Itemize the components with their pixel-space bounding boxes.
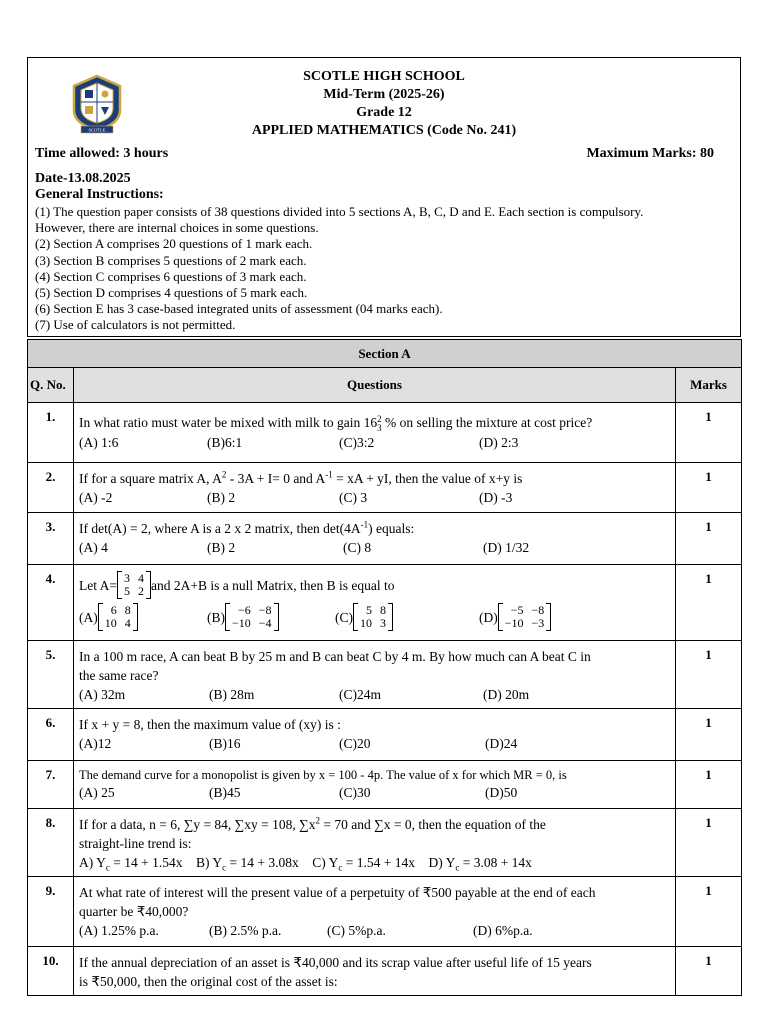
question-marks: 1 [676,877,742,947]
option: (C)24m [339,687,381,702]
question-number: 4. [28,565,74,641]
option-matrix [98,603,138,631]
superscript: -1 [360,519,369,530]
options-row [79,601,671,633]
option-text: B) Y [195,855,223,870]
option: (A) 32m [79,687,126,702]
question-line: is ₹50,000, then the original cost of the asset is: [79,974,338,989]
option: (A) 4 [79,540,108,555]
question-marks: 1 [676,709,742,761]
q2-text: If for a square matrix A, A [79,471,222,486]
option [195,855,299,873]
q3-text: If det(A) = 2, where A is a 2 x 2 matrix, then det(4A [79,521,361,536]
question-marks: 1 [676,463,742,513]
table-row [28,403,742,463]
option [312,855,415,873]
exam-name: Mid-Term (2025-26) [323,87,445,102]
q1-text: In what ratio must water be mixed with milk to gain 16 [79,415,378,430]
option-label: (D) [479,609,498,625]
school-name: SCOTLE HIGH SCHOOL [303,69,465,84]
instruction-line: (1) The question paper consists of 38 questions divided into 5 sections A, B, C, D and E. Each section is compulsory. [35,204,644,219]
matrix-cell: −8 [258,603,272,617]
q4-text: and 2A+B is a null Matrix, then B is equal to [150,577,395,593]
option [479,603,551,631]
matrix-cell: 6 [110,603,117,617]
option: (C) 3 [339,490,368,505]
matrix-cell: 8 [380,603,386,617]
q3-text: ) equals: [368,521,415,536]
option [79,855,183,873]
question-number: 3. [28,513,74,565]
table-row [28,565,742,641]
instruction-line: (2) Section A comprises 20 questions of 1 mark each. [35,236,313,252]
option-text: = 14 + 3.08x [226,855,299,870]
question-number: 6. [28,709,74,761]
question-marks: 1 [676,947,742,996]
options-row [79,921,671,940]
options-row [79,784,671,801]
option: (B)45 [209,785,241,800]
table-row [28,761,742,809]
matrix-cell: 2 [137,584,144,598]
question-line: At what rate of interest will the present value of a perpetuity of ₹500 payable at the end of each [79,885,596,900]
q2-text: - 3A + I= 0 and A [226,471,326,486]
option: (B)16 [209,736,241,751]
matrix-cell: 3 [123,571,130,585]
option-text: = 3.08 + 14x [459,855,532,870]
options-row [79,734,671,753]
questions-header: Questions [74,368,676,403]
option [207,603,335,631]
matrix-cell: −8 [531,603,545,617]
options-row [79,685,671,704]
question-marks: 1 [676,761,742,809]
subscript: c [338,862,343,873]
superscript: 2 [221,469,227,480]
question-number: 1. [28,403,74,463]
marks-header: Marks [676,368,742,403]
instruction-line: However, there are internal choices in some questions. [35,220,319,236]
option: (B) 2 [207,540,236,555]
question-text [74,403,676,463]
question-line: the same race? [79,668,159,683]
option: (C)30 [339,785,371,800]
paper-header [27,57,741,337]
instruction-line: (7) Use of calculators is not permitted. [35,317,236,333]
question-text [74,641,676,709]
fraction-denominator: 3 [377,422,382,433]
question-marks: 1 [676,403,742,463]
table-row [28,709,742,761]
question-line: In a 100 m race, A can beat B by 25 m and B can beat C by 4 m. By how much can A beat C in [79,649,591,664]
question-marks: 1 [676,641,742,709]
matrix-cell: −4 [258,616,272,630]
maximum-marks: Maximum Marks: 80 [586,146,714,161]
option [79,603,207,631]
matrix-cell: 5 [123,584,130,598]
matrix-cell: 4 [124,616,131,630]
q4-text: Let A= [79,577,117,593]
title-block [28,68,740,140]
option: (D)24 [485,736,518,751]
matrix-cell: −10 [504,616,524,630]
option: (B) 2.5% p.a. [209,923,282,938]
option: (C) 5%p.a. [327,923,386,938]
option-matrix [225,603,279,631]
fraction-numerator: 2 [377,413,382,424]
matrix-cell: −6 [238,603,251,617]
superscript: -1 [325,469,333,480]
instructions-title: General Instructions: [35,187,164,202]
table-row [28,809,742,877]
question-number: 8. [28,809,74,877]
options-row [79,853,671,872]
option: (D) 20m [483,687,530,702]
q8-text: = 70 and ∑x = 0, then the equation of the [320,817,546,832]
q2-text: = xA + yI, then the value of x+y is [332,471,523,486]
subject: APPLIED MATHEMATICS (Code No. 241) [251,123,517,138]
instruction-line: (4) Section C comprises 6 questions of 3 mark each. [35,268,307,284]
table-row [28,877,742,947]
option: (A) 1:6 [79,434,119,450]
matrix-a [117,571,151,599]
option: (B) 28m [209,687,255,702]
matrix-cell: 4 [137,571,144,585]
logo-text: SCOTLE [88,127,106,133]
time-allowed: Time allowed: 3 hours [35,146,169,161]
question-line: The demand curve for a monopolist is given by x = 100 - 4p. The value of x for which MR = 0, is [79,768,567,782]
option: (D) -3 [479,490,513,505]
option: (A)12 [79,736,112,751]
subscript: c [455,862,460,873]
q1-text-end: % on selling the mixture at cost price? [381,415,593,430]
question-line: straight-line trend is: [79,836,192,851]
option [428,855,532,873]
question-text [74,877,676,947]
table-row [28,947,742,996]
option: (D)50 [485,785,518,800]
option-label: (A) [79,609,98,625]
question-marks: 1 [676,565,742,641]
question-text [74,513,676,565]
option [335,603,479,631]
option-text: C) Y [312,855,339,870]
question-text [74,463,676,513]
question-text [74,947,676,996]
question-line: If the annual depreciation of an asset is ₹40,000 and its scrap value after useful life of 15 years [79,955,592,970]
options-row [79,488,671,507]
option-label: (C) [335,609,353,625]
option-text: = 14 + 1.54x [109,855,183,870]
option: (C) 8 [343,540,372,555]
option: (A) 25 [79,785,115,800]
matrix-cell: 3 [380,616,386,630]
option: (A) -2 [79,490,113,505]
subscript: c [105,862,110,873]
table-row [28,463,742,513]
question-text [74,761,676,809]
matrix-cell: 8 [124,603,131,617]
q8-text: If for a data, n = 6, ∑y = 84, ∑xy = 108, ∑x [79,817,316,832]
option-text: = 1.54 + 14x [342,855,415,870]
instruction-line: (5) Section D comprises 4 questions of 5 mark each. [35,285,308,301]
questions-table [27,339,742,996]
matrix-cell: −3 [531,616,545,630]
options-row [79,433,671,452]
question-number: 9. [28,877,74,947]
option-text: D) Y [428,855,456,870]
subscript: c [222,862,227,873]
option-matrix [353,603,393,631]
option: (D) 2:3 [479,434,519,450]
option: (D) 1/32 [483,540,530,555]
question-text [74,809,676,877]
option-text: A) Y [79,855,106,870]
option: (B) 2 [207,490,236,505]
matrix-cell: 10 [104,616,117,630]
qno-header: Q. No. [28,368,74,403]
option: (B)6:1 [207,434,243,450]
table-row [28,641,742,709]
instructions-list [35,204,738,334]
option-label: (B) [207,609,225,625]
superscript: 2 [315,815,321,826]
question-line: quarter be ₹40,000? [79,904,189,919]
question-marks: 1 [676,809,742,877]
instruction-line: (6) Section E has 3 case-based integrated units of assessment (04 marks each). [35,301,443,317]
matrix-cell: 10 [360,616,372,630]
option: (A) 1.25% p.a. [79,923,159,938]
option-matrix [498,603,552,631]
question-line: If x + y = 8, then the maximum value of (xy) is : [79,717,341,732]
section-title: Section A [28,340,742,368]
grade: Grade 12 [356,105,412,120]
question-number: 10. [28,947,74,996]
question-number: 2. [28,463,74,513]
options-row [79,538,671,557]
question-number: 5. [28,641,74,709]
table-row [28,513,742,565]
exam-date: Date-13.08.2025 [35,171,131,186]
question-number: 7. [28,761,74,809]
matrix-cell: −10 [232,616,251,630]
instruction-line: (3) Section B comprises 5 questions of 2 mark each. [35,252,307,268]
question-marks: 1 [676,513,742,565]
matrix-cell: 5 [366,603,372,617]
option: (D) 6%p.a. [473,923,533,938]
time-marks-row [35,146,714,162]
question-text [74,709,676,761]
option: (C)3:2 [339,434,375,450]
option: (C)20 [339,736,371,751]
question-text [74,565,676,641]
matrix-cell: −5 [510,603,524,617]
